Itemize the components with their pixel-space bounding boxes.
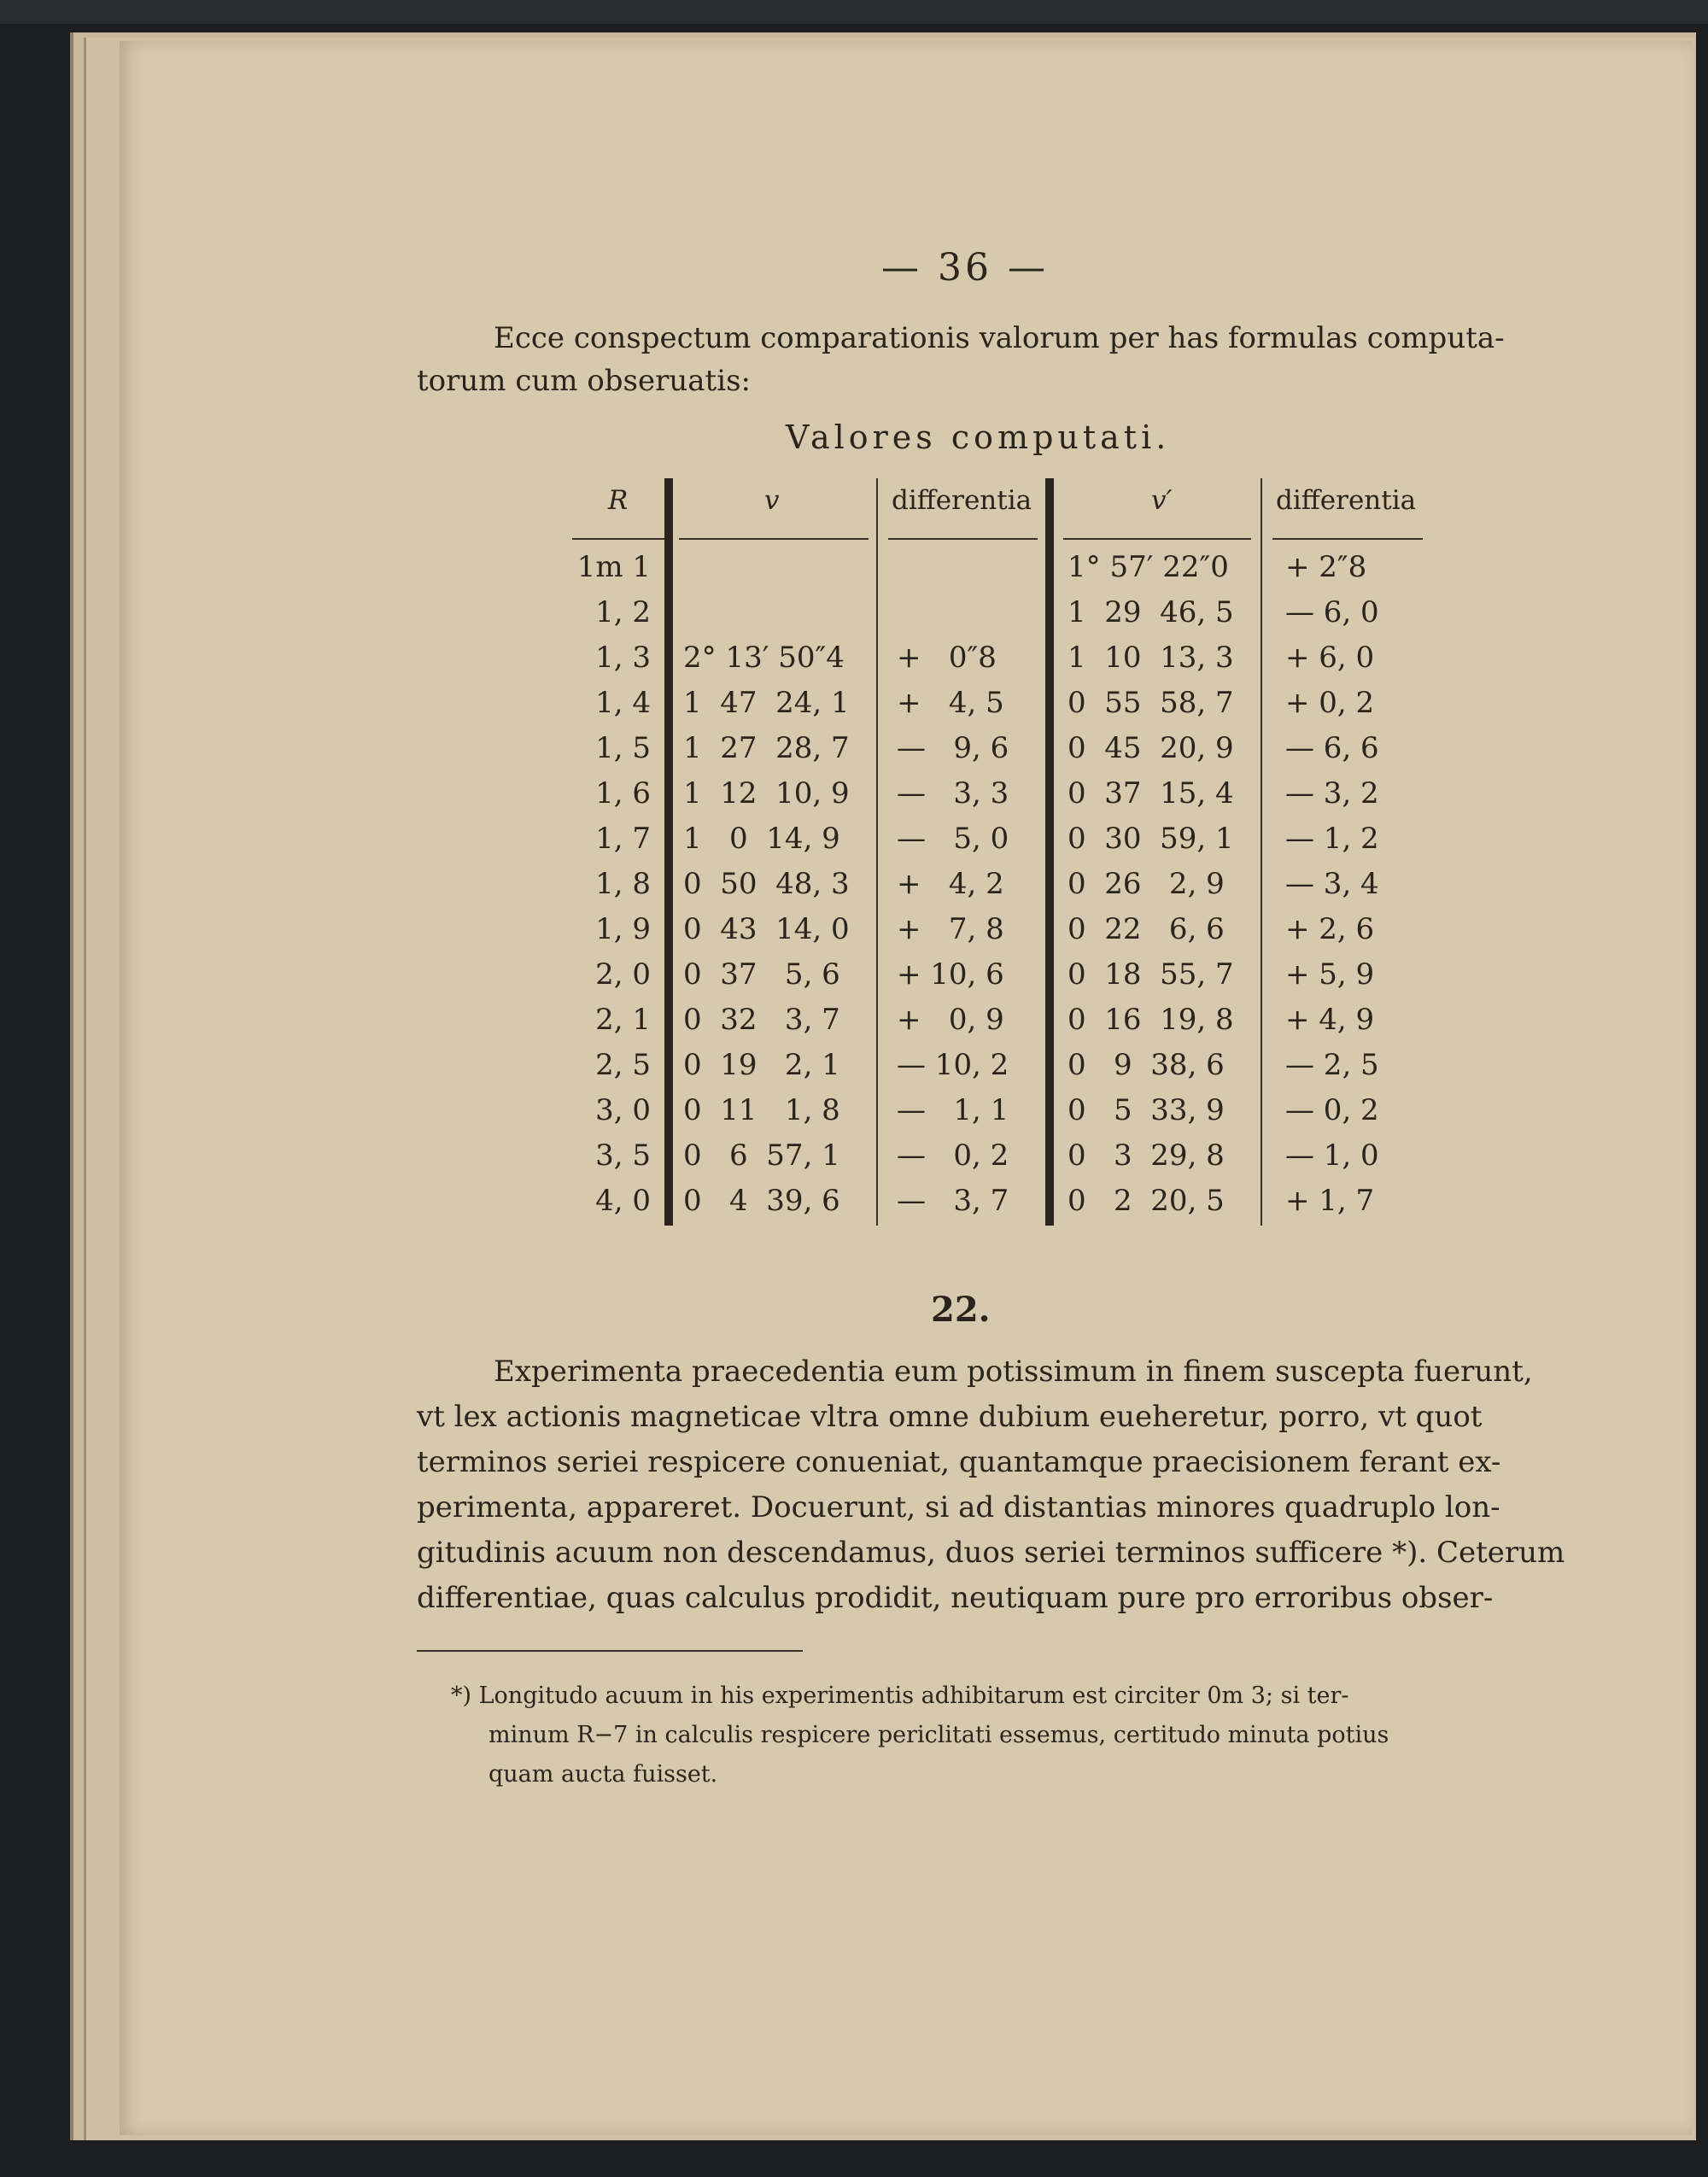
- cell-differentia-1: — 0, 2: [897, 1138, 1009, 1173]
- header-differentia-2: differentia: [1276, 485, 1417, 516]
- cell-differentia-2: — 6, 0: [1285, 595, 1379, 629]
- header-rule-R: [572, 538, 666, 540]
- cell-v: 1 47 24, 1: [683, 686, 850, 720]
- cell-differentia-2: — 6, 6: [1285, 731, 1379, 765]
- cell-differentia-2: + 5, 9: [1285, 957, 1375, 992]
- cell-differentia-2: + 2, 6: [1285, 912, 1375, 946]
- cell-v-prime: 0 26 2, 9: [1068, 867, 1225, 901]
- cell-R: 1, 2: [595, 595, 651, 629]
- thin-line-1: [876, 478, 878, 1226]
- cell-R: 1, 7: [595, 822, 651, 856]
- cell-v-prime: 1 10 13, 3: [1068, 641, 1234, 675]
- cell-differentia-1: + 0, 9: [897, 1003, 1004, 1037]
- cell-differentia-1: + 4, 5: [897, 686, 1004, 720]
- section-line-3: terminos seriei respicere conueniat, quantamque praecisionem ferant ex-: [417, 1445, 1501, 1479]
- cell-v-prime: 0 55 58, 7: [1068, 686, 1234, 720]
- cell-differentia-2: — 3, 2: [1285, 776, 1379, 811]
- cell-v-prime: 1° 57′ 22″0: [1068, 550, 1229, 584]
- cell-v: 2° 13′ 50″4: [683, 641, 845, 675]
- cell-v-prime: 0 37 15, 4: [1068, 776, 1234, 811]
- binding-edge: [0, 0, 1708, 24]
- cell-R: 1, 6: [595, 776, 651, 811]
- thick-bar-right: [1045, 478, 1054, 1226]
- footnote-line-3: quam aucta fuisset.: [488, 1761, 718, 1788]
- cell-differentia-2: — 3, 4: [1285, 867, 1379, 901]
- cell-R: 1, 5: [595, 731, 651, 765]
- cell-differentia-2: — 0, 2: [1285, 1093, 1379, 1127]
- cell-R: 4, 0: [595, 1184, 651, 1218]
- cell-v-prime: 0 45 20, 9: [1068, 731, 1234, 765]
- cell-v: 1 12 10, 9: [683, 776, 850, 811]
- cell-v: 0 19 2, 1: [683, 1048, 840, 1082]
- cell-differentia-1: — 9, 6: [897, 731, 1009, 765]
- cell-differentia-2: + 1, 7: [1285, 1184, 1375, 1218]
- thin-line-2: [1261, 478, 1262, 1226]
- cell-v: 0 43 14, 0: [683, 912, 850, 946]
- cell-v: 0 11 1, 8: [683, 1093, 840, 1127]
- cell-R: 1, 3: [595, 641, 651, 675]
- cell-differentia-1: — 1, 1: [897, 1093, 1009, 1127]
- section-line-2: vt lex actionis magneticae vltra omne dubium eueheretur, porro, vt quot: [417, 1400, 1483, 1434]
- cell-R: 1, 9: [595, 912, 651, 946]
- cell-differentia-2: — 1, 0: [1285, 1138, 1379, 1173]
- cell-R: 3, 0: [595, 1093, 651, 1127]
- header-differentia-1: differentia: [892, 485, 1032, 516]
- cell-differentia-1: — 3, 7: [897, 1184, 1009, 1218]
- cell-R: 2, 1: [595, 1003, 651, 1037]
- footnote-rule: [417, 1650, 803, 1652]
- cell-differentia-1: + 4, 2: [897, 867, 1004, 901]
- section-line-6: differentiae, quas calculus prodidit, neutiquam pure pro erroribus obser-: [417, 1581, 1494, 1615]
- header-R: R: [608, 485, 629, 516]
- table-title: Valores computati.: [786, 418, 1171, 456]
- intro-line-1: Ecce conspectum comparationis valorum per has formulas computa-: [494, 321, 1505, 355]
- cell-v-prime: 0 16 19, 8: [1068, 1003, 1234, 1037]
- cell-v: 0 50 48, 3: [683, 867, 850, 901]
- cell-v-prime: 0 30 59, 1: [1068, 822, 1234, 856]
- cell-R: 2, 0: [595, 957, 651, 992]
- section-number: 22.: [931, 1290, 991, 1330]
- cell-v: 1 27 28, 7: [683, 731, 850, 765]
- cell-v: 0 4 39, 6: [683, 1184, 840, 1218]
- footnote-line-2: minum R−7 in calculis respicere periclitati essemus, certitudo minuta potius: [488, 1722, 1389, 1748]
- cell-v: 0 32 3, 7: [683, 1003, 840, 1037]
- cell-R: 2, 5: [595, 1048, 651, 1082]
- cell-differentia-2: — 1, 2: [1285, 822, 1379, 856]
- cell-differentia-1: — 10, 2: [897, 1048, 1009, 1082]
- cell-v: 1 0 14, 9: [683, 822, 840, 856]
- cell-v-prime: 0 2 20, 5: [1068, 1184, 1225, 1218]
- cell-v-prime: 0 5 33, 9: [1068, 1093, 1225, 1127]
- cell-R: 3, 5: [595, 1138, 651, 1173]
- header-rule-vp: [1063, 538, 1251, 540]
- cell-v: 0 37 5, 6: [683, 957, 840, 992]
- cell-v: 0 6 57, 1: [683, 1138, 840, 1173]
- cell-differentia-2: + 6, 0: [1285, 641, 1375, 675]
- intro-line-2: torum cum obseruatis:: [417, 364, 751, 398]
- cell-R: 1m 1: [576, 550, 651, 584]
- cell-R: 1, 4: [595, 686, 651, 720]
- section-line-1: Experimenta praecedentia eum potissimum in finem suscepta fuerunt,: [494, 1355, 1533, 1389]
- cell-differentia-1: — 5, 0: [897, 822, 1009, 856]
- thick-bar-left: [664, 478, 673, 1226]
- cell-v-prime: 0 22 6, 6: [1068, 912, 1225, 946]
- cell-differentia-1: + 7, 8: [897, 912, 1004, 946]
- cell-differentia-2: + 0, 2: [1285, 686, 1375, 720]
- cell-v-prime: 0 3 29, 8: [1068, 1138, 1225, 1173]
- section-line-4: perimenta, appareret. Docuerunt, si ad distantias minores quadruplo lon-: [417, 1490, 1500, 1524]
- cell-v-prime: 0 18 55, 7: [1068, 957, 1234, 992]
- cell-v-prime: 0 9 38, 6: [1068, 1048, 1225, 1082]
- header-rule-d2: [1272, 538, 1423, 540]
- page-number: — 36 —: [881, 246, 1049, 290]
- cell-differentia-2: + 2″8: [1285, 550, 1367, 584]
- header-v-prime: v′: [1151, 485, 1173, 516]
- cell-differentia-2: + 4, 9: [1285, 1003, 1375, 1037]
- header-rule-d1: [888, 538, 1038, 540]
- cell-differentia-1: — 3, 3: [897, 776, 1009, 811]
- header-rule-v: [679, 538, 869, 540]
- header-v: v: [764, 485, 780, 516]
- footnote-line-1: *) Longitudo acuum in his experimentis adhibitarum est circiter 0m 3; si ter-: [451, 1682, 1349, 1709]
- cell-differentia-1: + 0″8: [897, 641, 997, 675]
- cell-differentia-1: + 10, 6: [897, 957, 1004, 992]
- cell-v-prime: 1 29 46, 5: [1068, 595, 1234, 629]
- cell-differentia-2: — 2, 5: [1285, 1048, 1379, 1082]
- cell-R: 1, 8: [595, 867, 651, 901]
- section-line-5: gitudinis acuum non descendamus, duos seriei terminos sufficere *). Ceterum: [417, 1536, 1565, 1570]
